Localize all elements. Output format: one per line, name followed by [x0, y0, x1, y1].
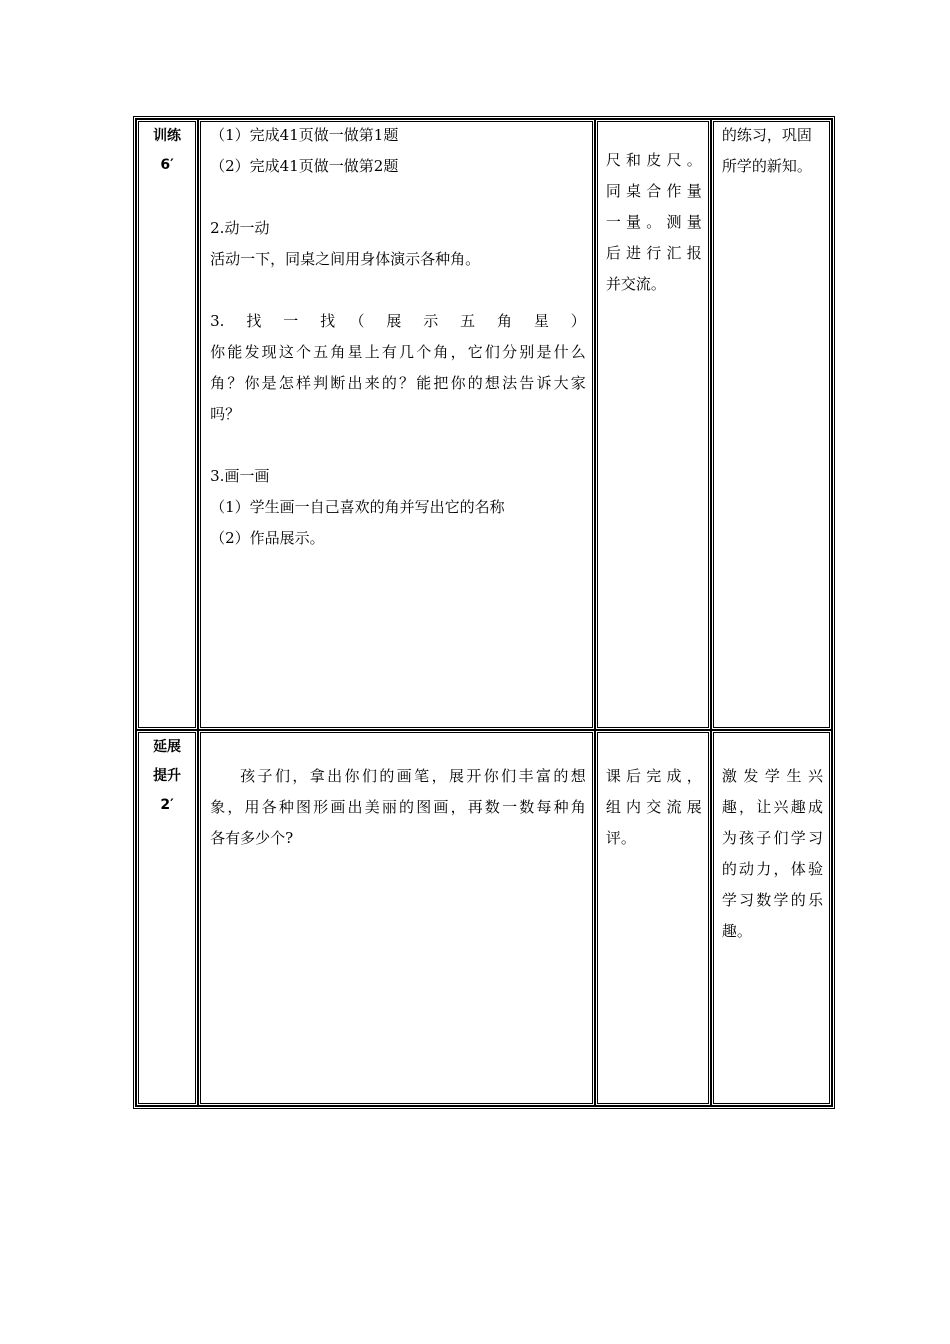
exercise-line-2: （2）完成41页做一做第2题	[210, 157, 399, 175]
lesson-plan-table	[133, 116, 835, 1109]
teaching-content-cell	[198, 730, 595, 1106]
purpose-line-2: 所学的新知。	[721, 157, 812, 175]
purpose-line-6: 趣。	[721, 922, 752, 940]
student-line-1: 尺和皮尺。	[605, 151, 702, 169]
extension-line-2: 象，用各种图形画出美丽的图画，再数一数每种角	[210, 798, 586, 816]
student-line-3: 一量。测量	[605, 213, 702, 231]
section-title-find: 3. 找 一 找 （ 展 示 五 角 星 ）	[210, 312, 586, 330]
stage-cell	[136, 119, 198, 730]
student-line-2: 组内交流展	[605, 798, 702, 816]
student-line-4: 后进行汇报	[605, 244, 702, 262]
purpose-line-1: 的练习，巩固	[721, 126, 812, 144]
section-text-find-b: 角？你是怎样判断出来的？能把你的想法告诉大家	[210, 374, 586, 392]
stage-time: 2′	[160, 797, 174, 813]
student-activity-cell	[595, 119, 711, 730]
design-purpose-cell	[711, 730, 832, 1106]
exercise-line-1: （1）完成41页做一做第1题	[210, 126, 399, 144]
student-line-3: 评。	[605, 829, 636, 847]
extension-line-1: 孩子们，拿出你们的画笔，展开你们丰富的想	[240, 767, 586, 785]
stage-time: 6′	[160, 157, 174, 173]
student-line-1: 课后完成，	[605, 767, 702, 785]
purpose-line-3: 为孩子们学习	[721, 829, 823, 847]
purpose-line-1: 激发学生兴	[721, 767, 823, 785]
extension-line-3: 各有多少个?	[210, 829, 294, 847]
section-title-draw: 3.画一画	[210, 467, 270, 485]
student-activity-cell	[595, 730, 711, 1106]
purpose-line-2: 趣，让兴趣成	[721, 798, 823, 816]
table-row-extension	[136, 730, 832, 1106]
section-text-move: 活动一下，同桌之间用身体演示各种角。	[210, 250, 481, 268]
stage-label: 训练	[153, 128, 182, 144]
section-title-move: 2.动一动	[210, 219, 270, 237]
draw-line-1: （1）学生画一自己喜欢的角并写出它的名称	[210, 498, 505, 516]
section-text-find-a: 你能发现这个五角星上有几个角，它们分别是什么	[210, 343, 586, 361]
stage-label-b: 提升	[153, 768, 182, 784]
section-text-find-c: 吗？	[210, 405, 241, 423]
student-line-2: 同桌合作量	[605, 182, 702, 200]
student-line-5: 并交流。	[605, 275, 666, 293]
purpose-line-5: 学习数学的乐	[721, 891, 823, 909]
design-purpose-cell	[711, 119, 832, 730]
table-row-training	[136, 119, 832, 730]
stage-cell	[136, 730, 198, 1106]
teaching-content-cell	[198, 119, 595, 730]
purpose-line-4: 的动力，体验	[721, 860, 823, 878]
draw-line-2: （2）作品展示。	[210, 529, 325, 547]
stage-label-a: 延展	[153, 739, 182, 755]
